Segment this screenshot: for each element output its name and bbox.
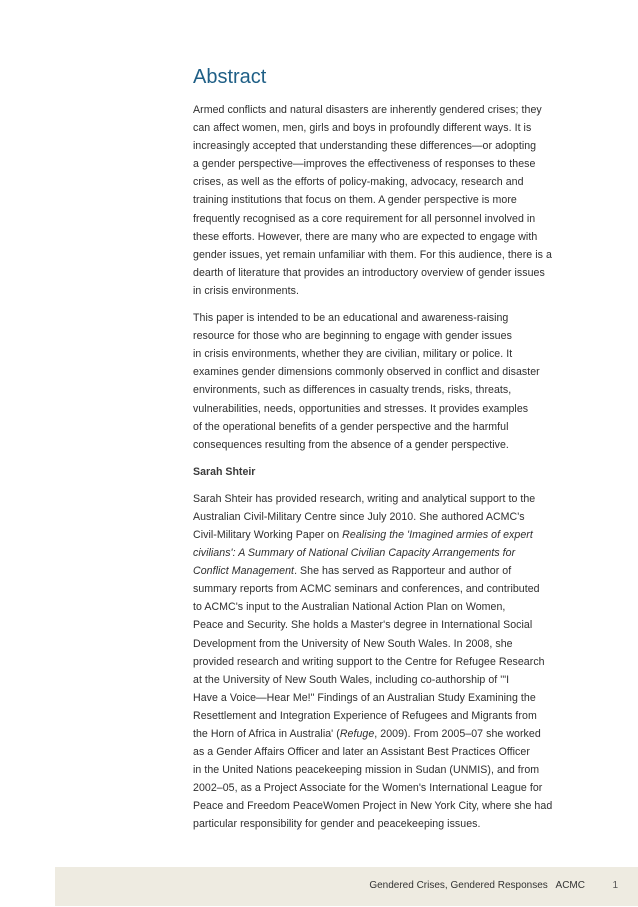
publication-title: Refuge bbox=[339, 728, 375, 740]
text-line: in crisis environments, whether they are civilian, military or police. It bbox=[193, 348, 513, 361]
text-line: can affect women, men, girls and boys in profoundly different ways. It is bbox=[193, 122, 532, 135]
abstract-paragraph-1 bbox=[193, 101, 585, 300]
text-line: Have a Voice—Hear Me!" Findings of an Australian Study Examining the bbox=[193, 691, 536, 704]
text-line: Development from the University of New South Wales. In 2008, she bbox=[193, 637, 513, 650]
text-run: , 2009). From 2005–07 she worked bbox=[374, 728, 541, 740]
page-content bbox=[193, 64, 585, 843]
text-line: Australian Civil-Military Centre since July 2010. She authored ACMC's bbox=[193, 510, 525, 523]
text-line: crises, as well as the efforts of policy-making, advocacy, research and bbox=[193, 176, 524, 189]
text-line: examines gender dimensions commonly observed in conflict and disaster bbox=[193, 366, 540, 379]
text-line bbox=[193, 526, 585, 544]
text-line: Resettlement and Integration Experience of Refugees and Migrants from bbox=[193, 709, 537, 722]
text-line: consequences resulting from the absence of a gender perspective. bbox=[193, 438, 509, 451]
text-line: at the University of New South Wales, including co-authorship of '"I bbox=[193, 673, 510, 686]
text-line: vulnerabilities, needs, opportunities and stresses. It provides examples bbox=[193, 402, 529, 415]
text-line: Armed conflicts and natural disasters are inherently gendered crises; they bbox=[193, 104, 542, 116]
author-bio bbox=[193, 490, 585, 834]
text-run: Civil-Military Working Paper on bbox=[193, 528, 343, 541]
text-line: to ACMC's input to the Australian National Action Plan on Women, bbox=[193, 601, 506, 614]
publication-title: civilians': A Summary of National Civilian Capacity Arrangements for bbox=[193, 547, 516, 560]
text-line: dearth of literature that provides an introductory overview of gender issues bbox=[193, 266, 545, 279]
text-line bbox=[193, 544, 585, 562]
page-number: 1 bbox=[612, 880, 618, 891]
text-line: of the operational benefits of a gender perspective and the harmful bbox=[193, 420, 509, 433]
text-line bbox=[193, 562, 585, 580]
text-line: a gender perspective—improves the effectiveness of responses to these bbox=[193, 158, 536, 171]
text-line: in crisis environments. bbox=[193, 284, 299, 297]
text-line: as a Gender Affairs Officer and later an Assistant Best Practices Officer bbox=[193, 746, 530, 759]
text-line: This paper is intended to be an educational and awareness-raising bbox=[193, 312, 509, 325]
text-line: 2002–05, as a Project Associate for the Women's International League for bbox=[193, 782, 543, 795]
text-line: frequently recognised as a core requirement for all personnel involved in bbox=[193, 212, 536, 225]
text-line: training institutions that focus on them. A gender perspective is more bbox=[193, 194, 517, 207]
page-footer bbox=[55, 867, 638, 906]
publication-title: Conflict Management bbox=[193, 565, 295, 578]
text-line: Sarah Shteir has provided research, writing and analytical support to the bbox=[193, 492, 536, 505]
text-line: particular responsibility for gender and peacekeeping issues. bbox=[193, 818, 481, 831]
text-line: summary reports from ACMC seminars and conferences, and contributed bbox=[193, 583, 540, 596]
text-line: resource for those who are beginning to engage with gender issues bbox=[193, 330, 512, 343]
text-run: . She has served as Rapporteur and author of bbox=[294, 565, 512, 578]
text-line: environments, such as differences in casualty trends, risks, threats, bbox=[193, 384, 512, 397]
abstract-paragraph-2 bbox=[193, 309, 585, 454]
author-name: Sarah Shteir bbox=[193, 465, 256, 478]
text-line: increasingly accepted that understanding these differences—or adopting bbox=[193, 140, 537, 153]
abstract-heading: Abstract bbox=[193, 66, 267, 88]
text-line: Peace and Security. She holds a Master's degree in International Social bbox=[193, 619, 533, 632]
footer-running-title: Gendered Crises, Gendered Responses ACMC bbox=[369, 880, 585, 891]
text-line: provided research and writing support to the Centre for Refugee Research bbox=[193, 655, 545, 668]
text-line bbox=[193, 725, 585, 743]
text-line: in the United Nations peacekeeping mission in Sudan (UNMIS), and from bbox=[193, 764, 540, 777]
publication-title: Realising the 'Imagined armies of expert bbox=[342, 528, 533, 541]
text-run: the Horn of Africa in Australia' ( bbox=[193, 728, 340, 740]
text-line: gender issues, yet remain unfamiliar with them. For this audience, there is a bbox=[193, 248, 552, 261]
text-line: Peace and Freedom PeaceWomen Project in New York City, where she had bbox=[193, 800, 553, 813]
text-line: these efforts. However, there are many who are expected to engage with bbox=[193, 230, 538, 243]
